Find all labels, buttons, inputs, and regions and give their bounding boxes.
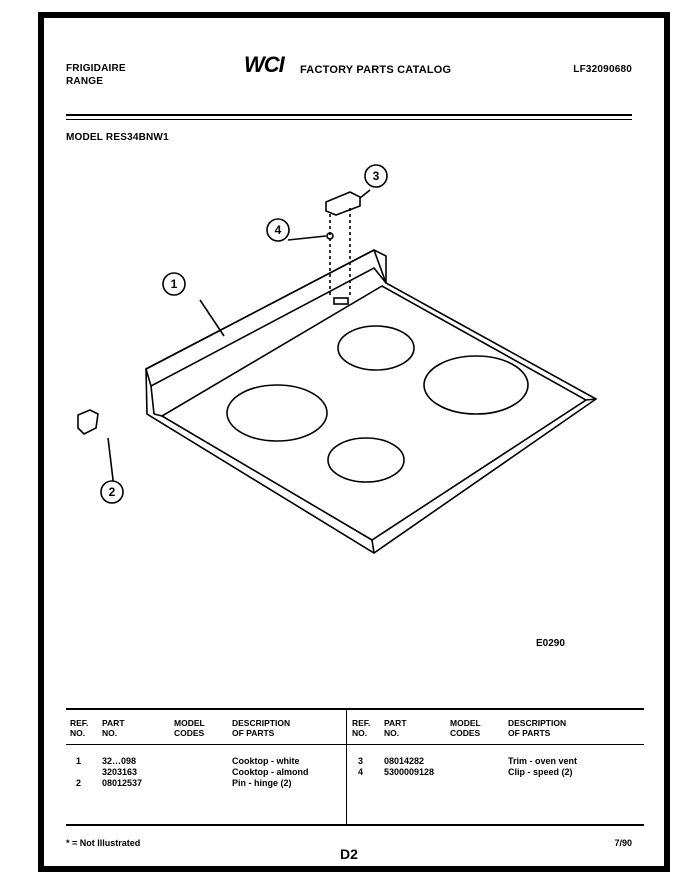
- table-divider: [346, 708, 347, 826]
- callout-4: 4: [274, 223, 282, 237]
- table-header-rule: [66, 744, 644, 745]
- callout-2: 2: [108, 485, 116, 499]
- vent-trim-part: [326, 192, 360, 215]
- col-model-header: MODEL CODES: [174, 718, 205, 738]
- page-number: D2: [340, 846, 358, 862]
- col-ref-header-right: REF. NO.: [352, 718, 371, 738]
- page-frame: [38, 12, 670, 872]
- hinge-pin-part: [78, 410, 98, 434]
- col-part-header-right: PART NO.: [384, 718, 407, 738]
- cooktop-outline: [146, 250, 596, 553]
- brand-name: FRIGIDAIRE: [66, 63, 126, 74]
- table-row-desc: Cooktop - white: [232, 756, 300, 766]
- revision-date: 7/90: [614, 838, 632, 848]
- table-row-ref: 2: [76, 778, 82, 788]
- table-row-desc: Pin - hinge (2): [232, 778, 292, 788]
- col-desc-header: DESCRIPTION OF PARTS: [232, 718, 291, 738]
- table-row-part: 08014282: [384, 756, 425, 766]
- exploded-parts-diagram: [44, 18, 664, 618]
- table-row-ref: 4: [358, 767, 364, 777]
- col-model-header-right: MODEL CODES: [450, 718, 481, 738]
- col-ref-header: REF. NO.: [70, 718, 89, 738]
- catalog-title: FACTORY PARTS CATALOG: [300, 64, 452, 76]
- table-row-part: 5300009128: [384, 767, 435, 777]
- table-row-desc: Clip - speed (2): [508, 767, 573, 777]
- table-bottom-rule: [66, 824, 644, 826]
- callout-3: 3: [372, 169, 380, 183]
- col-part-header: PART NO.: [102, 718, 125, 738]
- product-type: RANGE: [66, 76, 104, 87]
- table-row-desc: Cooktop - almond: [232, 767, 309, 777]
- table-row-part: 32…098: [102, 756, 137, 766]
- model-number: MODEL RES34BNW1: [66, 132, 169, 143]
- table-top-rule: [66, 708, 644, 710]
- callout-1: 1: [170, 277, 178, 291]
- drawing-code: E0290: [536, 638, 565, 649]
- table-row-ref: 3: [358, 756, 364, 766]
- table-row-ref: 1: [76, 756, 82, 766]
- table-row-part: 08012537: [102, 778, 143, 788]
- publication-number: LF32090680: [573, 64, 632, 75]
- footnote: * = Not Illustrated: [66, 838, 141, 848]
- wci-logo: WCI: [244, 52, 284, 77]
- col-desc-header-right: DESCRIPTION OF PARTS: [508, 718, 567, 738]
- table-row-desc: Trim - oven vent: [508, 756, 578, 766]
- table-row-part: 3203163: [102, 767, 138, 777]
- parts-table: [66, 708, 644, 826]
